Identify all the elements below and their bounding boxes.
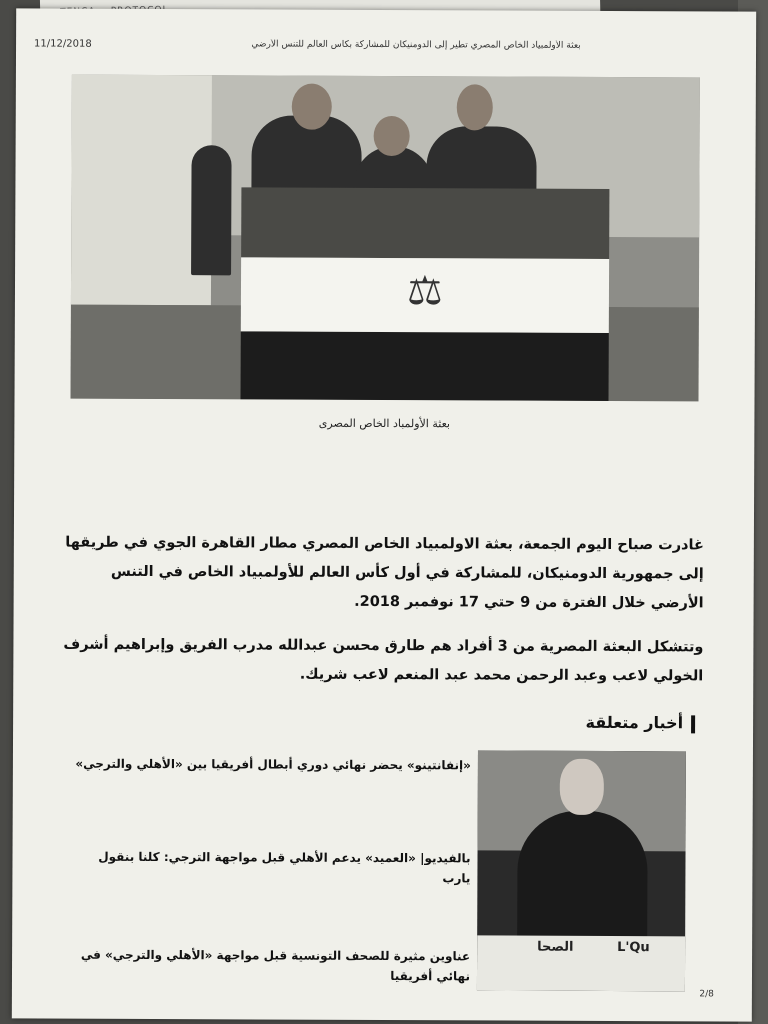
eagle-emblem-icon: ⚖ xyxy=(406,268,443,315)
related-news-heading-text: أخبار متعلقة xyxy=(585,712,684,733)
related-news-image[interactable] xyxy=(477,750,686,991)
article-paragraph-1: غادرت صباح اليوم الجمعة، بعثة الاولمبياد الخاص المصري مطار القاهرة الجوي في طريقها إلى جمهورية الدومنيكان، للمشاركة في أول كأس العالم للأولمبياد الخاص في التنس الأرضي خلال الفترة من 9 حتي 17 نوفمبر 2018. xyxy=(65,534,704,612)
photo-head-middle xyxy=(374,116,410,156)
image-person-face xyxy=(560,759,604,815)
flag-red-stripe xyxy=(241,187,609,259)
related-news-item-3[interactable]: عناوين مثيرة للصحف التونسية قبل مواجهة «الأهلي والترجي» في نهائي أفريقيا xyxy=(80,947,471,984)
printed-page xyxy=(12,8,756,1021)
heading-bar xyxy=(691,715,695,733)
photo-caption: بعثة الأولمباد الخاص المصرى xyxy=(318,416,450,431)
print-header-title: بعثة الأولمبياد الخاص المصري تطير إلى الدومنيكان للمشاركة بكأس العالم للتنس الأرضي xyxy=(251,39,581,51)
related-news-heading xyxy=(585,713,695,733)
image-person-suit xyxy=(517,811,648,942)
flag-black-stripe xyxy=(241,331,609,401)
photo-head-left xyxy=(292,84,332,130)
newspaper-masthead-french: L'Qu xyxy=(617,940,650,956)
print-date: 11/12/2018 xyxy=(34,38,92,50)
newspaper-masthead-arabic: الصحا xyxy=(537,939,574,955)
related-news-item-2[interactable]: بالفيديو| «العميد» يدعم الأهلي قبل مواجهة الترجي: كلنا بنقول يارب xyxy=(98,849,471,886)
article-photo xyxy=(71,75,700,402)
article-paragraph-2: وتتشكل البعثة المصرية من 3 أفراد هم طارق محسن عبدالله مدرب الفريق وإبراهيم أشرف الخولي لاعب وعبد الرحمن محمد عبد المنعم لاعب شريك. xyxy=(63,636,704,685)
flag-white-stripe xyxy=(241,257,609,333)
egypt-flag xyxy=(241,187,610,401)
photo-background-person xyxy=(191,145,232,275)
image-newspaper xyxy=(477,935,685,991)
photo-head-right xyxy=(457,84,493,130)
related-news-item-1[interactable]: «إنفانتينو» يحضر نهائي دوري أبطال أفريقيا بين «الأهلي والترجي» xyxy=(75,756,471,773)
page-number: 2/8 xyxy=(699,989,714,1000)
